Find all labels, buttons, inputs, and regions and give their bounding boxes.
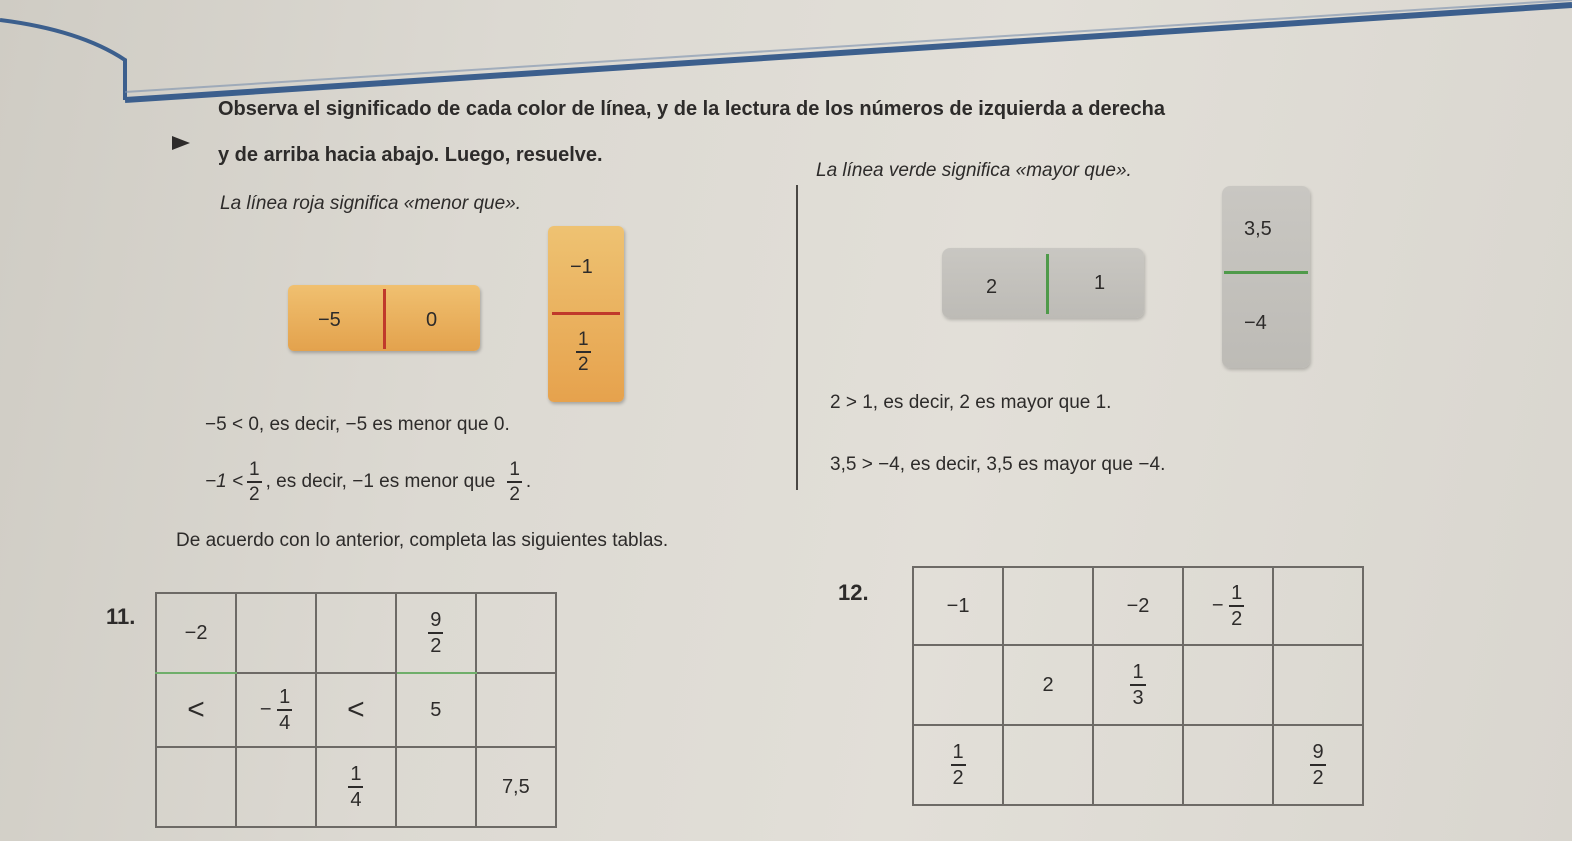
exercise-11-table xyxy=(155,592,557,828)
domino-value-bottom: −4 xyxy=(1244,312,1267,334)
ex11-cell[interactable]: < xyxy=(316,673,396,747)
ex11-cell[interactable] xyxy=(316,593,396,673)
domino-fraction-bottom: $\frac{1}{2}$ xyxy=(578,329,589,375)
table-row xyxy=(913,645,1363,725)
domino-value-right: 1 xyxy=(1094,272,1106,294)
ex11-cell[interactable]: 7,5 xyxy=(476,747,556,827)
domino-value-left: 2 xyxy=(986,276,998,298)
green-line xyxy=(1046,254,1049,314)
ex11-cell[interactable]: −2 xyxy=(156,593,236,673)
ex12-cell[interactable] xyxy=(913,645,1003,725)
ex11-cell[interactable] xyxy=(236,747,316,827)
ex12-cell[interactable] xyxy=(1273,567,1363,645)
domino-minus1-half xyxy=(548,226,624,402)
ex12-cell[interactable]: − $\frac{1}{2}$ xyxy=(1183,567,1273,645)
domino-value-right: 0 xyxy=(426,309,438,331)
ex12-cell[interactable] xyxy=(1273,645,1363,725)
right-sentence-2: 3,5 > −4, es decir, 3,5 es mayor que −4. xyxy=(830,454,1166,475)
instruction-line-2: y de arriba hacia abajo. Luego, resuelve. xyxy=(218,144,603,166)
ex11-cell[interactable] xyxy=(156,747,236,827)
ex11-cell[interactable]: 5 xyxy=(396,673,476,747)
green-line-caption: La línea verde significa «mayor que». xyxy=(816,160,1132,181)
table-row xyxy=(156,593,556,673)
ex12-cell[interactable]: −1 xyxy=(913,567,1003,645)
fraction: $\frac{1}{2}$ xyxy=(249,459,260,505)
ex11-cell[interactable] xyxy=(396,747,476,827)
ex12-cell[interactable]: 2 xyxy=(1003,645,1093,725)
left-sentence-1: −5 < 0, es decir, −5 es menor que 0. xyxy=(205,414,510,435)
ex12-cell[interactable] xyxy=(1183,725,1273,805)
ex12-cell[interactable]: $\frac{9}{2}$ xyxy=(1273,725,1363,805)
fraction: $\frac{1}{2}$ xyxy=(509,459,520,505)
domino-value-left: −5 xyxy=(318,309,341,331)
table-row xyxy=(156,673,556,747)
ex12-cell[interactable] xyxy=(1003,567,1093,645)
ex11-cell[interactable] xyxy=(476,673,556,747)
ex11-cell[interactable]: $\frac{1}{4}$ xyxy=(316,747,396,827)
ex11-cell[interactable] xyxy=(476,593,556,673)
domino-minus5-0 xyxy=(288,285,480,351)
ex12-cell[interactable]: $\frac{1}{2}$ xyxy=(913,725,1003,805)
table-row xyxy=(913,725,1363,805)
red-line-caption: La línea roja significa «menor que». xyxy=(220,193,522,214)
domino-2-1 xyxy=(942,248,1144,318)
ex12-cell[interactable]: $\frac{1}{3}$ xyxy=(1093,645,1183,725)
table-row xyxy=(156,747,556,827)
red-line xyxy=(383,289,386,349)
table-row xyxy=(913,567,1363,645)
ex12-cell[interactable] xyxy=(1093,725,1183,805)
exercise-12-table xyxy=(912,566,1364,806)
exercise-11-label: 11. xyxy=(106,604,136,629)
domino-value-top: 3,5 xyxy=(1244,218,1272,240)
ex11-cell[interactable]: $\frac{9}{2}$ xyxy=(396,593,476,673)
ex11-cell[interactable]: − $\frac{1}{4}$ xyxy=(236,673,316,747)
left-sentence-2: −1 < $\frac{1}{2}$ , es decir, −1 es menor que $\frac{1}{2}$ . xyxy=(205,459,532,505)
exercise-12-label: 12. xyxy=(838,580,869,605)
domino-35-minus4 xyxy=(1222,186,1310,368)
ex11-cell[interactable] xyxy=(236,593,316,673)
task-instruction: De acuerdo con lo anterior, completa las siguientes tablas. xyxy=(176,530,669,551)
domino-value-top: −1 xyxy=(570,256,593,278)
ex11-cell[interactable]: < xyxy=(156,673,236,747)
green-line xyxy=(1224,271,1308,274)
right-sentence-1: 2 > 1, es decir, 2 es mayor que 1. xyxy=(830,392,1112,413)
red-line xyxy=(552,312,620,315)
arrow-bullet-icon xyxy=(170,132,192,154)
ex12-cell[interactable] xyxy=(1003,725,1093,805)
panel-divider xyxy=(796,185,798,490)
instruction-line-1: Observa el significado de cada color de línea, y de la lectura de los números de izquierda a derecha xyxy=(218,98,1166,120)
ex12-cell[interactable] xyxy=(1183,645,1273,725)
ex12-cell[interactable]: −2 xyxy=(1093,567,1183,645)
